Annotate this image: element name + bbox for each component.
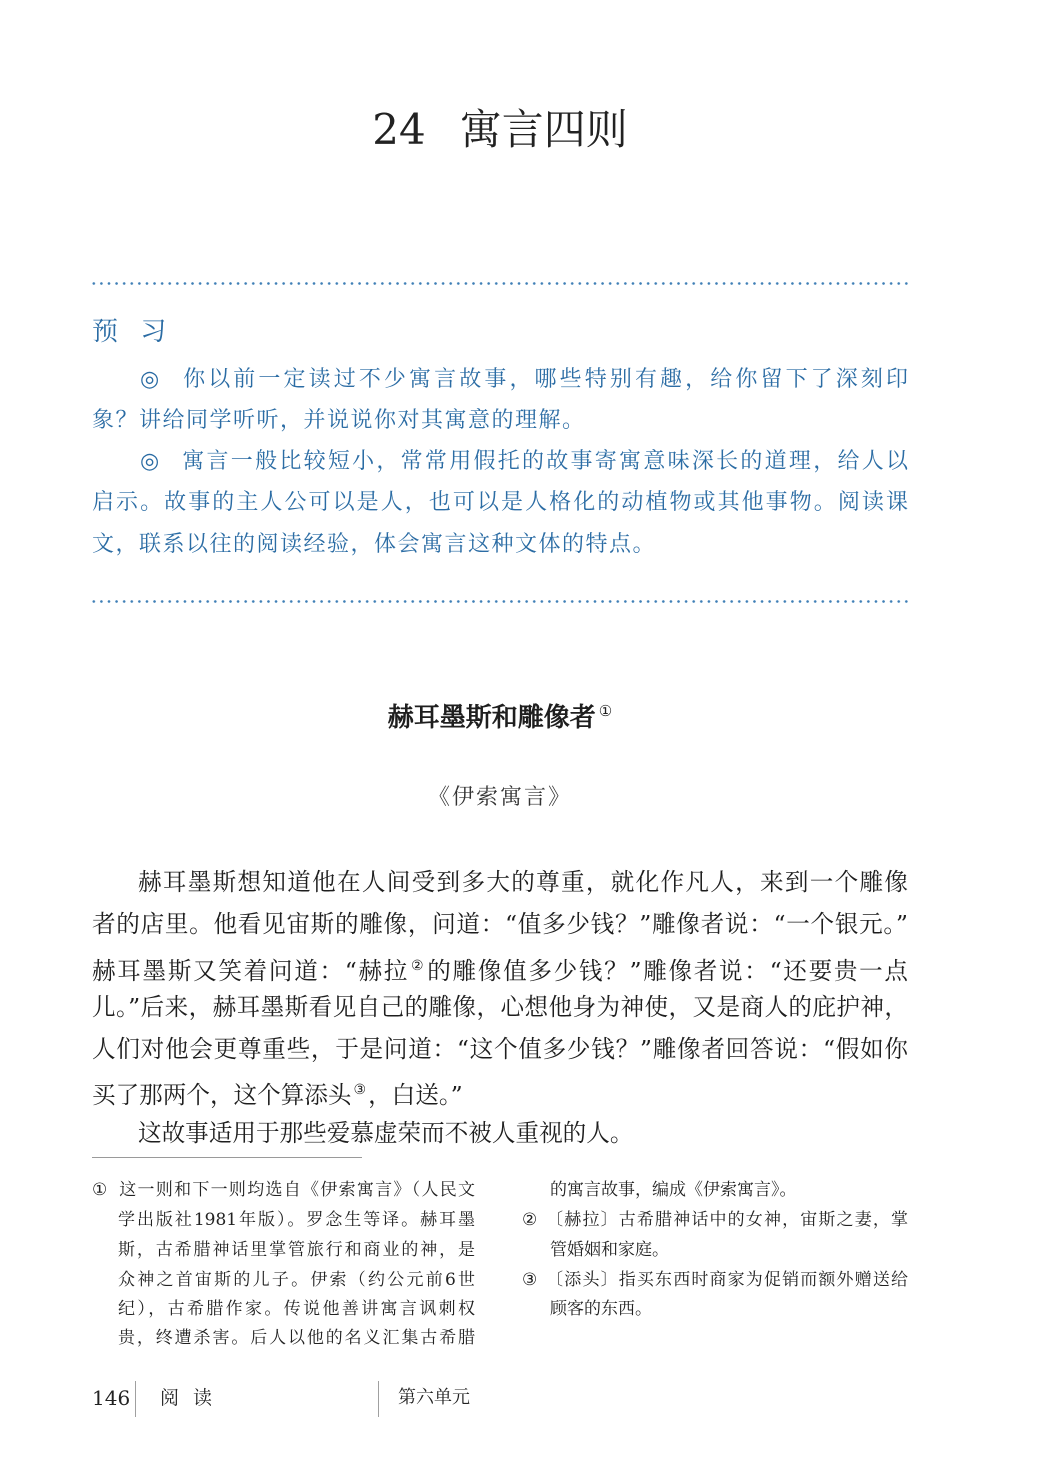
page-number: 146 (92, 1386, 131, 1410)
footnote-2-line-1 (522, 1205, 908, 1235)
footnote-ref-3: ③ (353, 1082, 367, 1098)
footnote-3-text-1: 〔添头〕指买东西时商家为促销而额外赠送给 (545, 1270, 908, 1290)
footer-divider-2 (378, 1381, 379, 1417)
footnote-1-line-2: 学出版社1981年版）。罗念生等译。赫耳墨 (118, 1210, 475, 1230)
footnote-1-line-6: 贵，终遭杀害。后人以他的名义汇集古希腊 (118, 1328, 475, 1348)
lesson-title (92, 100, 908, 160)
story-line-3-part-1: 赫耳墨斯又笑着问道：“赫拉 (92, 957, 410, 985)
story-source: 《伊索寓言》 (427, 785, 572, 810)
footnote-3-line-2: 顾客的东西。 (550, 1299, 652, 1319)
footer-divider-1 (135, 1381, 136, 1417)
footer-section: 阅 读 (160, 1387, 213, 1409)
preview-item-2-line-3: 文，联系以往的阅读经验，体会寓言这种文体的特点。 (92, 532, 657, 557)
footnote-marker-2: ② (522, 1210, 538, 1230)
dotted-divider-top (90, 282, 910, 285)
story-title-text: 赫耳墨斯和雕像者 (387, 703, 596, 733)
story-line-2: 者的店里。他看见宙斯的雕像，问道：“值多少钱？”雕像者说：“一个银元。” (92, 910, 908, 938)
story-line-4: 儿。”后来，赫耳墨斯看见自己的雕像，心想他身为神使，又是商人的庇护神， (92, 993, 908, 1021)
preview-heading: 预 习 (92, 317, 167, 347)
preview-item-1-line-1 (92, 359, 908, 400)
footnote-3-line-1 (522, 1265, 908, 1295)
story-line-6 (92, 1069, 908, 1111)
footnote-ref-2: ② (411, 958, 426, 974)
preview-item-1-text-1: 你以前一定读过不少寓言故事，哪些特别有趣，给你留下了深刻印 (180, 367, 908, 392)
footnote-2-text-1: 〔赫拉〕古希腊神话中的女神，宙斯之妻，掌 (545, 1210, 908, 1230)
story-moral-line: 这故事适用于那些爱慕虚荣而不被人重视的人。 (138, 1119, 634, 1147)
lesson-number: 24 (372, 105, 426, 154)
story-line-3 (92, 945, 908, 987)
footnote-2-line-2: 管婚姻和家庭。 (550, 1240, 669, 1260)
story-line-6-part-1: 买了那两个，这个算添头 (92, 1081, 352, 1109)
footnote-rule (92, 1157, 362, 1158)
lesson-title-text: 寓言四则 (459, 105, 628, 154)
preview-item-2-text-1: 寓言一般比较短小，常常用假托的故事寄寓意味深长的道理，给人以 (180, 449, 908, 474)
bullet-icon: ◎ (140, 449, 160, 474)
dotted-divider-bottom (90, 600, 910, 603)
footnote-1-line-5: 纪），古希腊作家。传说他善讲寓言讽刺权 (118, 1299, 475, 1319)
story-line-6-part-2: ，白送。” (368, 1081, 463, 1109)
story-title (92, 693, 908, 733)
footnote-1-line-7: 的寓言故事，编成《伊索寓言》。 (550, 1180, 797, 1200)
story-line-3-part-2: 的雕像值多少钱？”雕像者说：“还要贵一点 (427, 957, 908, 985)
footnote-marker-3: ③ (522, 1270, 538, 1290)
bullet-icon: ◎ (140, 367, 160, 392)
preview-item-2-line-1 (92, 441, 908, 482)
footnote-1-line-1 (92, 1175, 475, 1205)
footnote-1-line-4: 众神之首宙斯的儿子。伊索（约公元前6世 (118, 1270, 475, 1290)
footnote-marker-1: ① (92, 1180, 108, 1200)
story-line-1: 赫耳墨斯想知道他在人间受到多大的尊重，就化作凡人，来到一个雕像 (138, 868, 908, 896)
footnote-ref-1: ① (598, 702, 613, 720)
footer-unit: 第六单元 (398, 1387, 470, 1408)
footnote-1-text-1: 这一则和下一则均选自《伊索寓言》（人民文 (118, 1180, 475, 1200)
preview-item-2-line-2: 启示。故事的主人公可以是人，也可以是人格化的动植物或其他事物。阅读课 (92, 490, 908, 515)
footnote-1-line-3: 斯，古希腊神话里掌管旅行和商业的神，是 (118, 1240, 475, 1260)
preview-item-1-line-2: 象？讲给同学听听，并说说你对其寓意的理解。 (92, 408, 586, 433)
story-line-5: 人们对他会更尊重些，于是问道：“这个值多少钱？”雕像者回答说：“假如你 (92, 1035, 908, 1063)
